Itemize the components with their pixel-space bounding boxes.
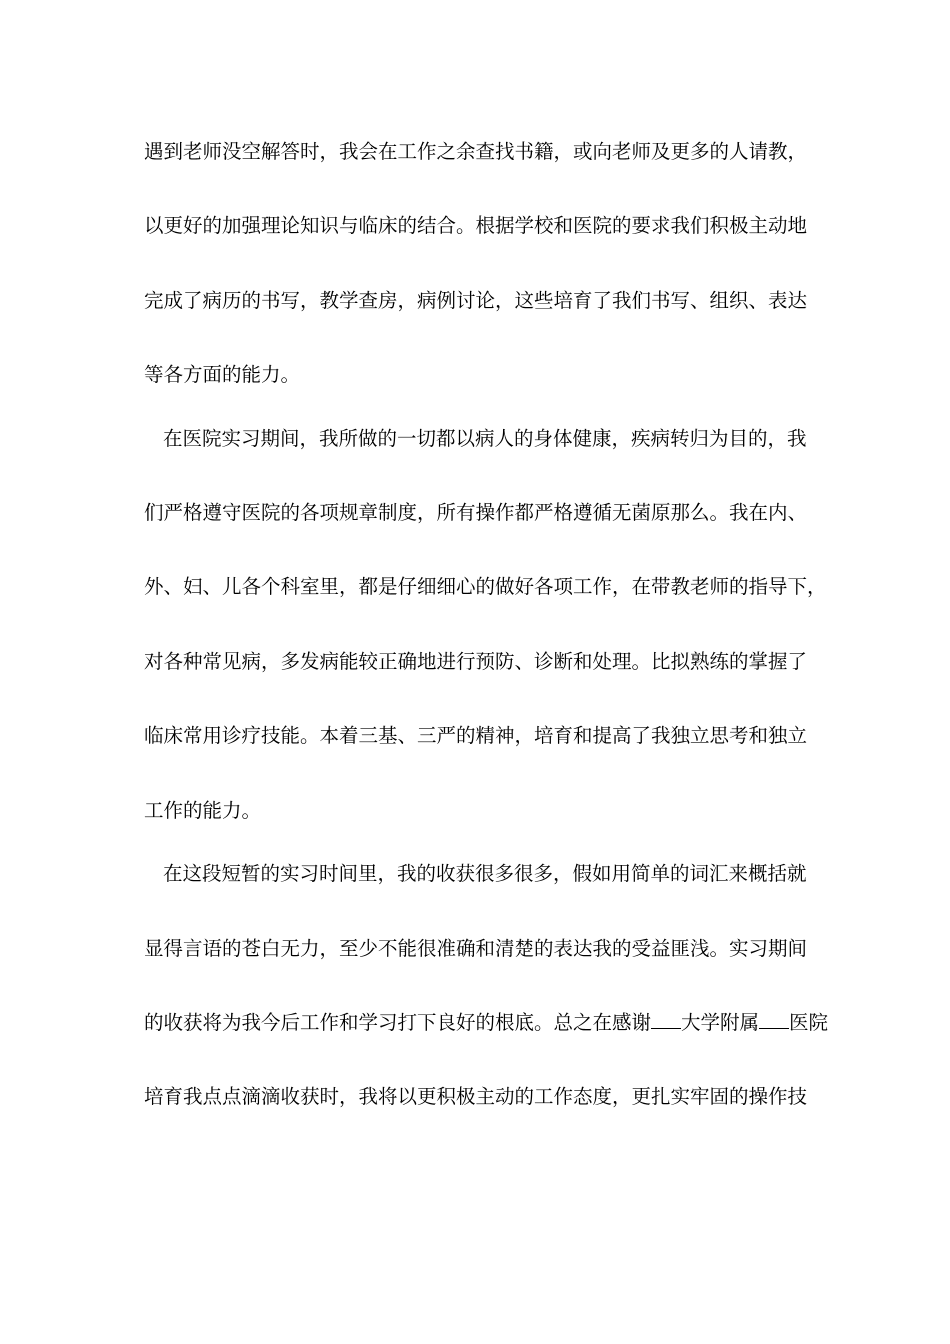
- text-line: 在医院实习期间，我所做的一切都以病人的身体健康，疾病转归为目的，我: [163, 427, 807, 450]
- text-line: 临床常用诊疗技能。本着三基、三严的精神，培育和提高了我独立思考和独立: [144, 724, 808, 747]
- text-line: 工作的能力。: [144, 799, 262, 822]
- text-line: 等各方面的能力。: [144, 363, 301, 386]
- text-line: 培育我点点滴滴收获时，我将以更积极主动的工作态度，更扎实牢固的操作技: [144, 1085, 808, 1108]
- text-line: 在这段短暂的实习时间里，我的收获很多很多，假如用简单的词汇来概括就: [163, 862, 807, 885]
- text-line: 遇到老师没空解答时，我会在工作之余查找书籍，或向老师及更多的人请教，: [144, 140, 808, 163]
- text-line: 外、妇、儿各个科室里，都是仔细细心的做好各项工作，在带教老师的指导下，: [144, 575, 827, 598]
- text-segment: 的收获将为我今后工作和学习打下良好的根底。总之在感谢: [144, 1011, 652, 1034]
- text-segment: 医院: [789, 1011, 829, 1034]
- fill-in-blank: [651, 1011, 681, 1029]
- text-line: 完成了病历的书写，教学查房，病例讨论，这些培育了我们书写、组织、表达: [144, 289, 808, 312]
- text-line: [144, 1010, 829, 1036]
- fill-in-blank: [759, 1011, 789, 1029]
- text-line: 们严格遵守医院的各项规章制度，所有操作都严格遵循无菌原那么。我在内、: [144, 501, 808, 524]
- text-line: 对各种常见病，多发病能较正确地进行预防、诊断和处理。比拟熟练的掌握了: [144, 650, 808, 673]
- text-segment: 大学附属: [681, 1011, 760, 1034]
- text-line: 以更好的加强理论知识与临床的结合。根据学校和医院的要求我们积极主动地: [144, 214, 808, 237]
- text-line: 显得言语的苍白无力，至少不能很准确和清楚的表达我的受益匪浅。实习期间: [144, 937, 808, 960]
